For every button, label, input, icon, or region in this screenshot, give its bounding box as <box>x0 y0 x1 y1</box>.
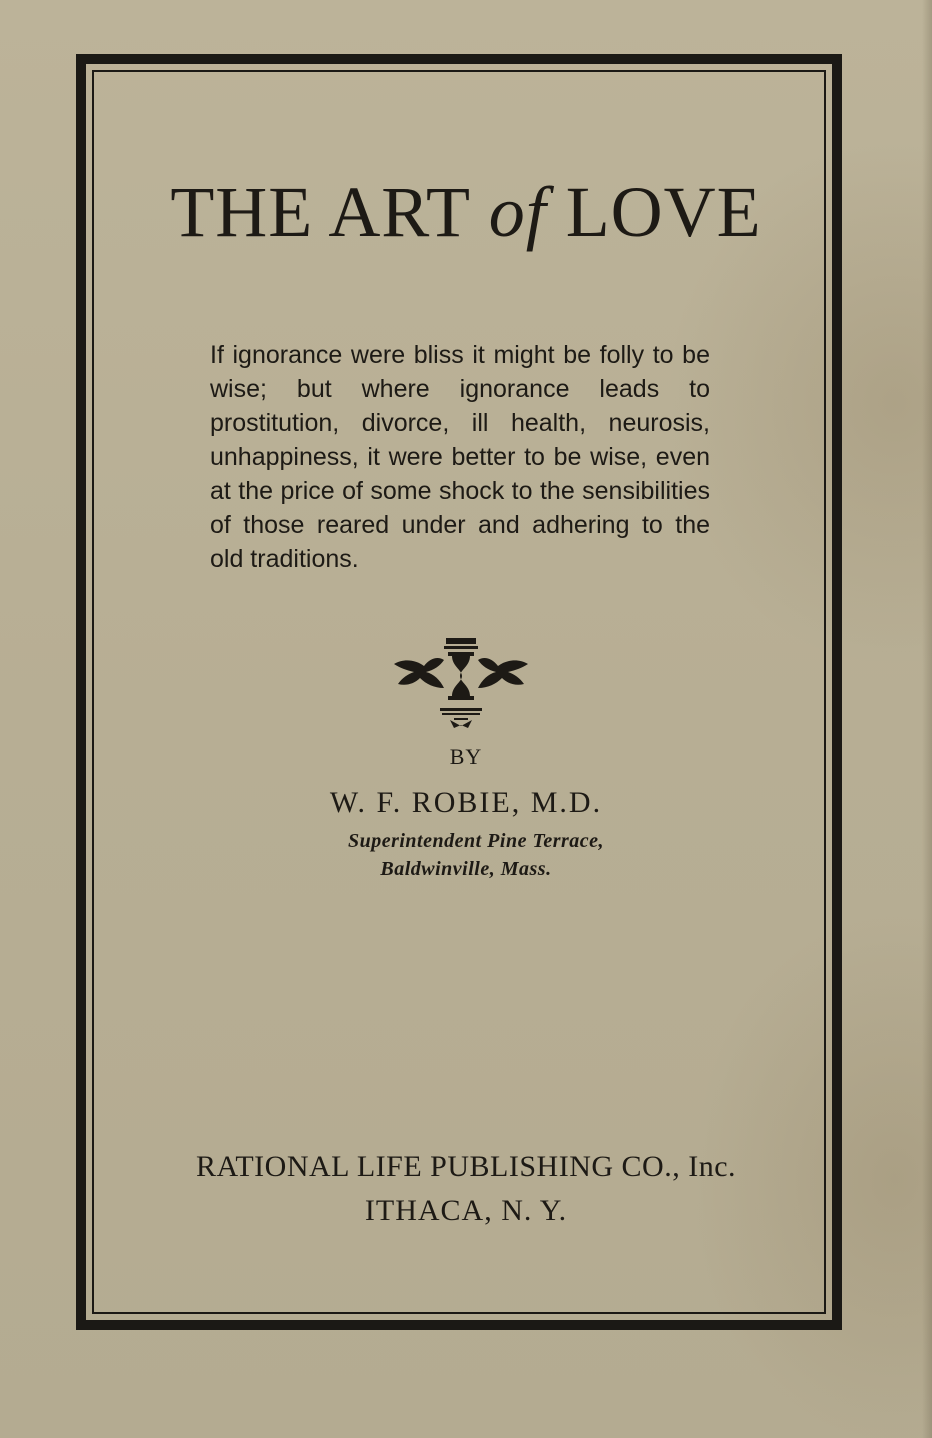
byline-by: BY <box>449 744 483 769</box>
author-name: W. F. ROBIE, M.D. <box>329 786 603 819</box>
author-location: Baldwinville, Mass. <box>380 858 552 880</box>
publisher-name: RATIONAL LIFE PUBLISHING CO., Inc. <box>195 1150 737 1183</box>
title-text-love: LOVE <box>565 172 762 252</box>
publisher-city: ITHACA, N. Y. <box>364 1194 568 1227</box>
book-title <box>0 172 932 252</box>
epigraph: If ignorance were bliss it might be folly to be wise; but where ignorance leads to prostitution, divorce, ill health, neurosis, unhappiness, it were better to be wise, even at the price of some shock to the sensibilities of those reared under and adhering to the old traditions. <box>210 341 710 573</box>
author-position: Superintendent Pine Terrace, <box>347 830 605 852</box>
title-text-of: of <box>488 172 547 252</box>
printers-ornament-icon <box>388 636 534 732</box>
title-text-the-art: THE ART <box>170 172 470 252</box>
